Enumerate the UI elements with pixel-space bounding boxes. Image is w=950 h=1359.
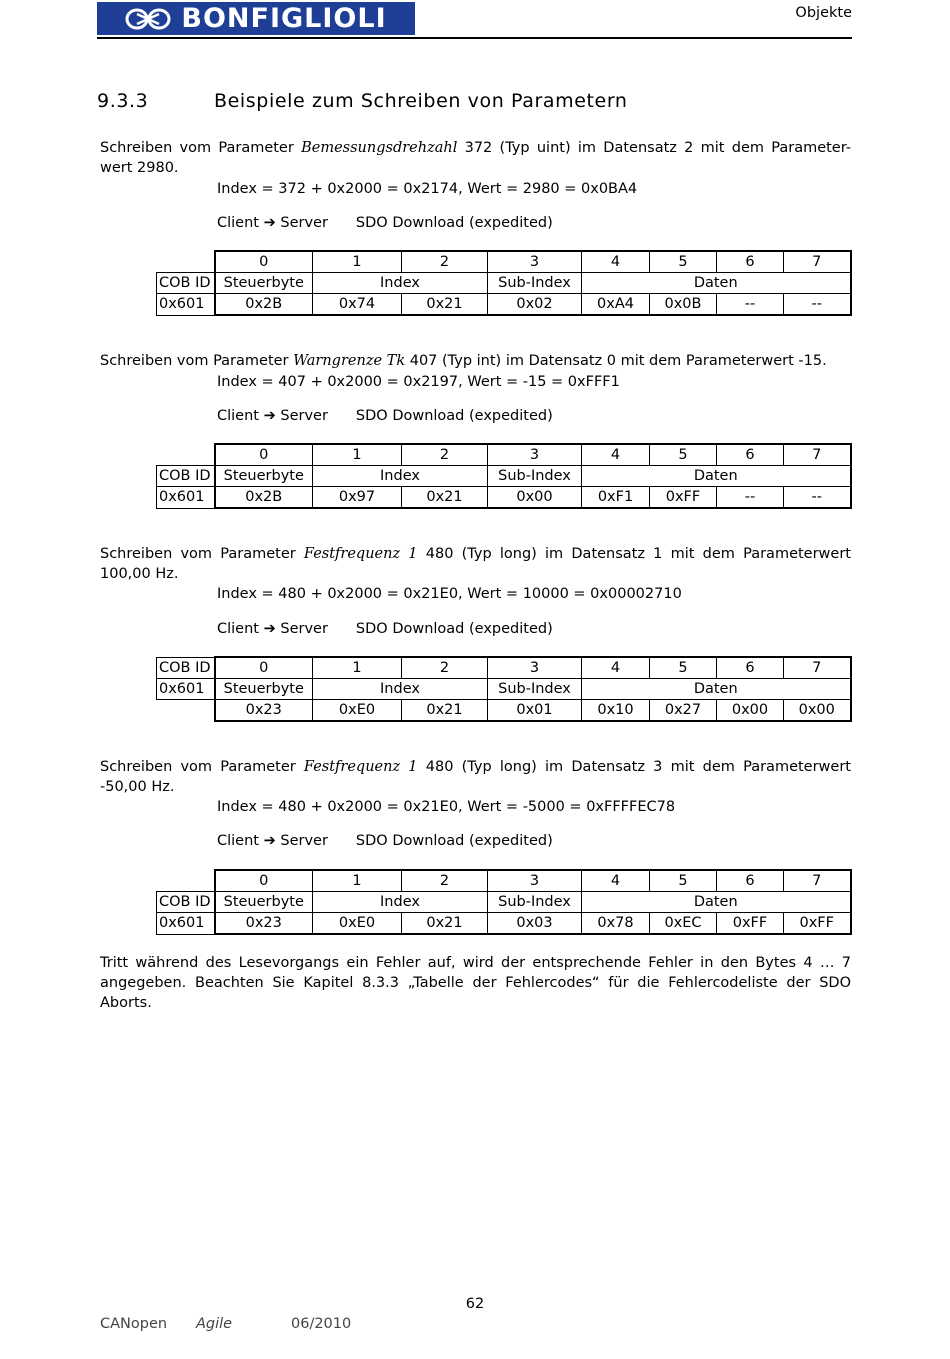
table-cell: 0xE0: [313, 913, 402, 935]
table-cell: 6: [717, 251, 784, 273]
sdo-table-2: [156, 443, 852, 509]
table-cell: 1: [313, 251, 402, 273]
table-cell: 0: [215, 251, 313, 273]
param-name: Festfrequenz 1: [303, 546, 418, 562]
table-cell: 0x78: [582, 913, 650, 935]
table-cell: 0x02: [488, 294, 582, 316]
table-cell: 0x21: [402, 294, 488, 316]
table-cell: Daten: [582, 892, 851, 913]
table-cell: 5: [650, 251, 717, 273]
table-cell: Sub-Index: [488, 273, 582, 294]
table-cell: 0: [215, 444, 313, 466]
table-cell: 3: [488, 444, 582, 466]
table-cell: 3: [488, 657, 582, 679]
example-1-intro: Schreiben vom Parameter Bemessungsdrehzahl 372 (Typ uint) im Datensatz 2 mit dem Parameter-wert 2980.: [100, 140, 851, 176]
table-cell: 4: [582, 657, 650, 679]
table-cell: 2: [402, 444, 488, 466]
section-heading: Beispiele zum Schreiben von Parametern: [214, 90, 628, 112]
table-cell: --: [717, 294, 784, 316]
brand-name: BONFIGLIOLI: [181, 3, 387, 34]
table-cell: 0x10: [582, 700, 650, 722]
right-arrow-icon: ➔: [263, 408, 276, 424]
right-arrow-icon: ➔: [263, 215, 276, 231]
table-cell: 0x00: [488, 487, 582, 509]
table-cell: 3: [488, 870, 582, 892]
table-cell: Sub-Index: [488, 892, 582, 913]
closing-paragraph: Tritt während des Lesevorgangs ein Fehler auf, wird der entsprechende Fehler in den Bytes 4 … 7 angegeben. Beachten Sie Kapitel 8.3.3 „Tabelle der Fehlercodes“ für die Fehlercodeliste der SDO Aborts.: [100, 955, 851, 1011]
table-cell: 4: [582, 444, 650, 466]
table-cell: 0x00: [784, 700, 851, 722]
table-cell: 1: [313, 870, 402, 892]
table-cell: 0x21: [402, 487, 488, 509]
table-cell: 7: [784, 444, 851, 466]
page-number: 62: [465, 1296, 485, 1312]
table-cell: 0x23: [215, 913, 313, 935]
table-cell: 0xEC: [650, 913, 717, 935]
table-cell: 2: [402, 870, 488, 892]
brand-logo: [97, 2, 415, 35]
table-cell: 5: [650, 870, 717, 892]
table-cell: Sub-Index: [488, 466, 582, 487]
example-3-direction: Client ➔ Server SDO Download (expedited): [217, 621, 553, 637]
example-3-calc: Index = 480 + 0x2000 = 0x21E0, Wert = 10000 = 0x00002710: [217, 586, 682, 602]
table-cell: 0xF1: [582, 487, 650, 509]
table-cell: 0x23: [215, 700, 313, 722]
bonfiglioli-logo-icon: [125, 8, 171, 30]
table-cell: [157, 444, 215, 466]
table-cell: 0x0B: [650, 294, 717, 316]
table-cell: Daten: [582, 466, 851, 487]
section-number: 9.3.3: [97, 90, 149, 112]
example-4-calc: Index = 480 + 0x2000 = 0x21E0, Wert = -5000 = 0xFFFFEC78: [217, 799, 676, 815]
table-cell: COB ID: [157, 657, 215, 679]
table-cell: 4: [582, 251, 650, 273]
table-cell: COB ID: [157, 892, 215, 913]
table-cell: 0x97: [313, 487, 402, 509]
table-cell: 7: [784, 870, 851, 892]
example-4-intro: Schreiben vom Parameter Festfrequenz 1 480 (Typ long) im Datensatz 3 mit dem Parameterwert -50,00 Hz.: [100, 759, 851, 795]
table-cell: --: [717, 487, 784, 509]
table-cell: 0x21: [402, 700, 488, 722]
table-cell: 0x601: [157, 913, 215, 935]
table-cell: 1: [313, 444, 402, 466]
table-cell: Steuerbyte: [215, 892, 313, 913]
example-3-intro: Schreiben vom Parameter Festfrequenz 1 480 (Typ long) im Datensatz 1 mit dem Parameterwert 100,00 Hz.: [100, 546, 851, 582]
header-section-label: Objekte: [795, 5, 852, 21]
table-cell: 0x601: [157, 294, 215, 316]
right-arrow-icon: ➔: [263, 833, 276, 849]
table-cell: 0xFF: [784, 913, 851, 935]
footer-series: Agile: [196, 1316, 233, 1332]
param-name: Festfrequenz 1: [303, 759, 418, 775]
example-1-direction: Client ➔ Server SDO Download (expedited): [217, 215, 553, 231]
table-cell: Index: [313, 679, 488, 700]
table-cell: [157, 251, 215, 273]
footer-date: 06/2010: [291, 1316, 352, 1332]
table-cell: 0x01: [488, 700, 582, 722]
example-4-direction: Client ➔ Server SDO Download (expedited): [217, 833, 553, 849]
table-cell: Steuerbyte: [215, 273, 313, 294]
table-cell: 0: [215, 870, 313, 892]
table-cell: COB ID: [157, 466, 215, 487]
table-cell: --: [784, 294, 851, 316]
table-cell: COB ID: [157, 273, 215, 294]
table-cell: 7: [784, 657, 851, 679]
table-cell: 6: [717, 657, 784, 679]
header-divider: [97, 37, 852, 39]
table-cell: 5: [650, 444, 717, 466]
param-name: Bemessungsdrehzahl: [301, 140, 458, 156]
table-cell: 0x74: [313, 294, 402, 316]
table-cell: 0x03: [488, 913, 582, 935]
table-cell: 0x2B: [215, 294, 313, 316]
table-cell: 0x21: [402, 913, 488, 935]
table-cell: Steuerbyte: [215, 679, 313, 700]
table-cell: 2: [402, 657, 488, 679]
param-name: Warngrenze Tk: [293, 353, 406, 369]
table-cell: 0x601: [157, 487, 215, 509]
sdo-table-1: [156, 250, 852, 316]
table-cell: Index: [313, 466, 488, 487]
table-cell: 0xE0: [313, 700, 402, 722]
table-cell: 3: [488, 251, 582, 273]
table-cell: 1: [313, 657, 402, 679]
table-cell: Index: [313, 273, 488, 294]
table-cell: Steuerbyte: [215, 466, 313, 487]
table-cell: 0xA4: [582, 294, 650, 316]
table-cell: 0x2B: [215, 487, 313, 509]
right-arrow-icon: ➔: [263, 621, 276, 637]
table-cell: Sub-Index: [488, 679, 582, 700]
table-cell: [157, 870, 215, 892]
table-cell: 6: [717, 444, 784, 466]
example-2-calc: Index = 407 + 0x2000 = 0x2197, Wert = -15 = 0xFFF1: [217, 374, 620, 390]
table-cell: 0xFF: [717, 913, 784, 935]
table-cell: --: [784, 487, 851, 509]
table-cell: Daten: [582, 273, 851, 294]
sdo-table-4: [156, 869, 852, 935]
sdo-table-3: [156, 656, 852, 722]
example-1-calc: Index = 372 + 0x2000 = 0x2174, Wert = 2980 = 0x0BA4: [217, 181, 638, 197]
table-cell: 0xFF: [650, 487, 717, 509]
table-cell: 4: [582, 870, 650, 892]
table-cell: 2: [402, 251, 488, 273]
footer-product: CANopen: [100, 1316, 168, 1332]
table-cell: [157, 700, 215, 722]
example-2-intro: Schreiben vom Parameter Warngrenze Tk 407 (Typ int) im Datensatz 0 mit dem Parameterwert -15.: [100, 353, 827, 369]
table-cell: 0x00: [717, 700, 784, 722]
table-cell: 5: [650, 657, 717, 679]
table-cell: 7: [784, 251, 851, 273]
table-cell: 6: [717, 870, 784, 892]
table-cell: 0x27: [650, 700, 717, 722]
table-cell: 0x601: [157, 679, 215, 700]
table-cell: 0: [215, 657, 313, 679]
section-title: [97, 90, 628, 112]
table-cell: Index: [313, 892, 488, 913]
example-2-direction: Client ➔ Server SDO Download (expedited): [217, 408, 553, 424]
table-cell: Daten: [582, 679, 851, 700]
